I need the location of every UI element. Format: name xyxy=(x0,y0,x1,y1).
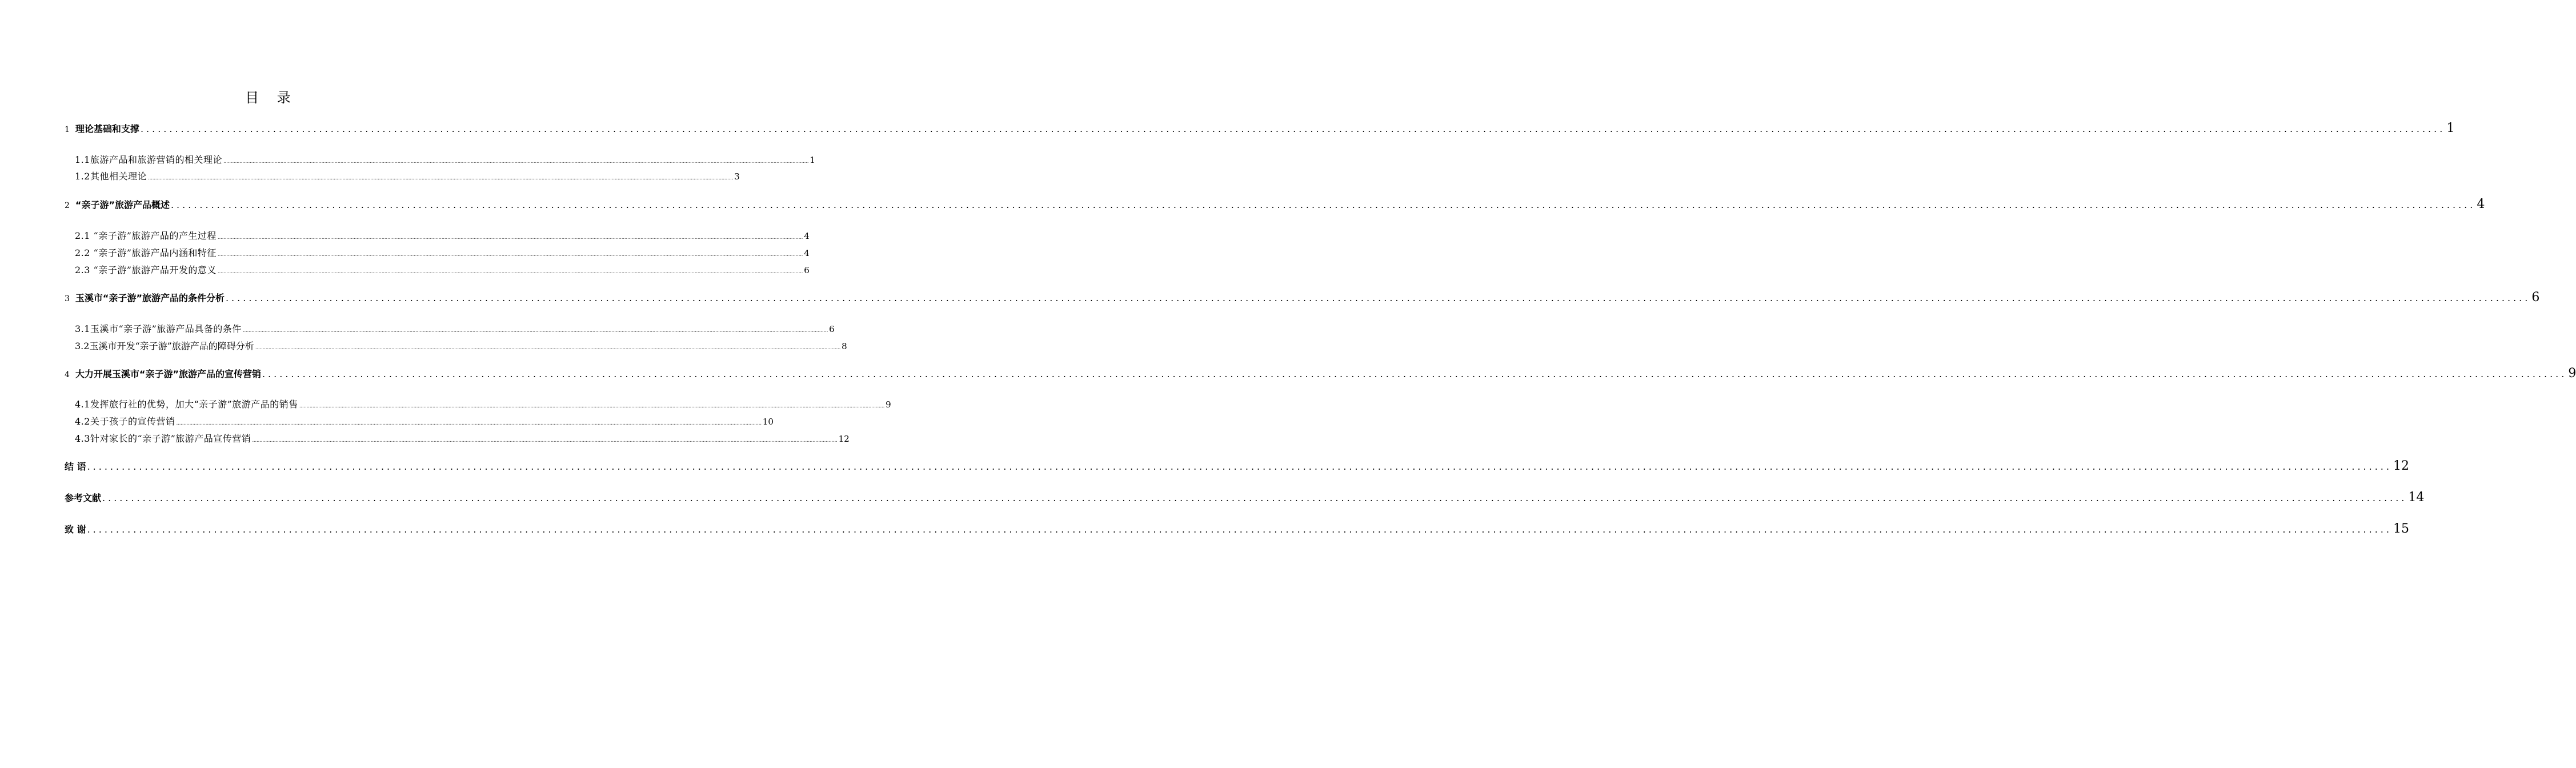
toc-entry-text: 4.1发挥旅行社的优势，加大“亲子游”旅游产品的销售 xyxy=(75,399,298,410)
toc-title: 目 录 xyxy=(245,90,298,106)
toc-page-number: 6 xyxy=(804,265,810,275)
toc-entry-conclusion[interactable] xyxy=(65,459,2409,478)
toc-entry-label xyxy=(65,291,225,304)
dot-leader: ................................................................................................................................................................................................................................................................................................................................................................................................................ xyxy=(140,123,2446,134)
toc-entry-section-3-1[interactable] xyxy=(75,322,835,337)
toc-entry-text: 2.2 “亲子游”旅游产品内涵和特征 xyxy=(75,247,217,258)
toc-entry-label xyxy=(65,122,139,135)
toc-entry-text: 致 谢 xyxy=(65,524,86,535)
toc-page-number: 15 xyxy=(2393,522,2409,536)
toc-entry-references[interactable] xyxy=(65,490,2425,510)
toc-entry-chapter-4[interactable] xyxy=(65,366,2576,386)
toc-entry-text: “亲子游”旅游产品概述 xyxy=(75,199,170,210)
toc-entry-text: 3.1玉溪市“亲子游”旅游产品具备的条件 xyxy=(75,323,242,334)
toc-page-number: 4 xyxy=(804,248,810,258)
dot-leader: ................................................................................................................................................................................................................................................................................................................................................................................................................ xyxy=(87,461,2392,472)
toc-entry-chapter-1[interactable] xyxy=(65,121,2455,141)
toc-entry-text: 理论基础和支撑 xyxy=(75,123,139,134)
toc-entry-chapter-2[interactable] xyxy=(65,197,2485,217)
toc-entry-text: 2.1 “亲子游”旅游产品的产生过程 xyxy=(75,230,217,241)
toc-entry-text: 1.2其他相关理论 xyxy=(75,171,147,182)
toc-entry-text: 玉溪市“亲子游”旅游产品的条件分析 xyxy=(75,293,225,303)
toc-entry-text: 2.3 “亲子游”旅游产品开发的意义 xyxy=(75,265,217,275)
toc-entry-text: 4.2关于孩子的宣传营销 xyxy=(75,416,175,427)
dot-leader: ................................................................................................................................................................................................................................................................................................................................................................................................................ xyxy=(242,328,828,334)
toc-page-number: 8 xyxy=(842,341,847,351)
toc-page-number: 1 xyxy=(810,155,815,165)
toc-entry-text: 结 语 xyxy=(65,461,86,472)
toc-page-number: 9 xyxy=(2568,366,2576,381)
toc-entry-acknowledgements[interactable] xyxy=(65,522,2409,541)
toc-page-number: 12 xyxy=(838,434,850,444)
dot-leader: ................................................................................................................................................................................................................................................................................................................................................................................................................ xyxy=(225,293,2531,303)
toc-entry-label xyxy=(65,198,170,211)
dot-leader: ................................................................................................................................................................................................................................................................................................................................................................................................................ xyxy=(87,524,2392,535)
toc-entry-section-4-2[interactable] xyxy=(75,414,774,429)
toc-entry-section-4-1[interactable] xyxy=(75,397,891,412)
toc-page-number: 3 xyxy=(734,171,740,182)
toc-entry-number: 2 xyxy=(65,201,70,210)
toc-entry-section-1-1[interactable] xyxy=(75,153,815,167)
toc-entry-section-2-2[interactable] xyxy=(75,246,810,261)
dot-leader: ................................................................................................................................................................................................................................................................................................................................................................................................................ xyxy=(102,493,2407,503)
toc-entry-text: 1.1旅游产品和旅游营销的相关理论 xyxy=(75,154,222,165)
dot-leader: ................................................................................................................................................................................................................................................................................................................................................................................................................ xyxy=(262,369,2567,379)
toc-page-number: 6 xyxy=(2531,290,2540,305)
toc-entry-number: 3 xyxy=(65,294,70,303)
dot-leader: ................................................................................................................................................................................................................................................................................................................................................................................................................ xyxy=(147,175,734,181)
dot-leader: ................................................................................................................................................................................................................................................................................................................................................................................................................ xyxy=(255,345,841,351)
toc-entry-text: 大力开展玉溪市“亲子游”旅游产品的宣传营销 xyxy=(75,369,261,379)
toc-entry-section-1-2[interactable] xyxy=(75,169,740,184)
toc-page-number: 4 xyxy=(2477,197,2485,211)
toc-entry-number: 4 xyxy=(65,370,70,379)
toc-page-number: 10 xyxy=(762,417,774,427)
toc-entry-chapter-3[interactable] xyxy=(65,290,2540,310)
toc-entry-section-2-3[interactable] xyxy=(75,263,810,278)
toc-entry-number: 1 xyxy=(65,125,70,134)
toc-page-number: 9 xyxy=(886,399,891,410)
dot-leader: ................................................................................................................................................................................................................................................................................................................................................................................................................ xyxy=(176,421,762,426)
toc-page-number: 14 xyxy=(2408,490,2425,505)
dot-leader: ................................................................................................................................................................................................................................................................................................................................................................................................................ xyxy=(217,252,803,258)
dot-leader: ................................................................................................................................................................................................................................................................................................................................................................................................................ xyxy=(170,199,2476,210)
toc-page-number: 12 xyxy=(2393,459,2409,473)
toc-entry-section-3-2[interactable] xyxy=(75,339,847,354)
toc-entry-text: 3.2玉溪市开发“亲子游”旅游产品的障碍分析 xyxy=(75,341,254,351)
dot-leader: ................................................................................................................................................................................................................................................................................................................................................................................................................ xyxy=(217,269,803,275)
dot-leader: ................................................................................................................................................................................................................................................................................................................................................................................................................ xyxy=(252,438,838,443)
toc-page-number: 4 xyxy=(804,231,810,241)
toc-entry-section-2-1[interactable] xyxy=(75,229,810,243)
toc-entry-section-4-3[interactable] xyxy=(75,431,850,446)
dot-leader: ................................................................................................................................................................................................................................................................................................................................................................................................................ xyxy=(223,159,809,165)
toc-entry-text: 4.3针对家长的“亲子游”旅游产品宣传营销 xyxy=(75,433,251,444)
dot-leader: ................................................................................................................................................................................................................................................................................................................................................................................................................ xyxy=(217,235,803,241)
toc-entry-label xyxy=(65,367,261,380)
toc-page-number: 1 xyxy=(2446,121,2455,135)
toc-page-number: 6 xyxy=(829,324,835,334)
dot-leader: ................................................................................................................................................................................................................................................................................................................................................................................................................ xyxy=(299,403,885,409)
toc-entry-text: 参考文献 xyxy=(65,493,102,503)
